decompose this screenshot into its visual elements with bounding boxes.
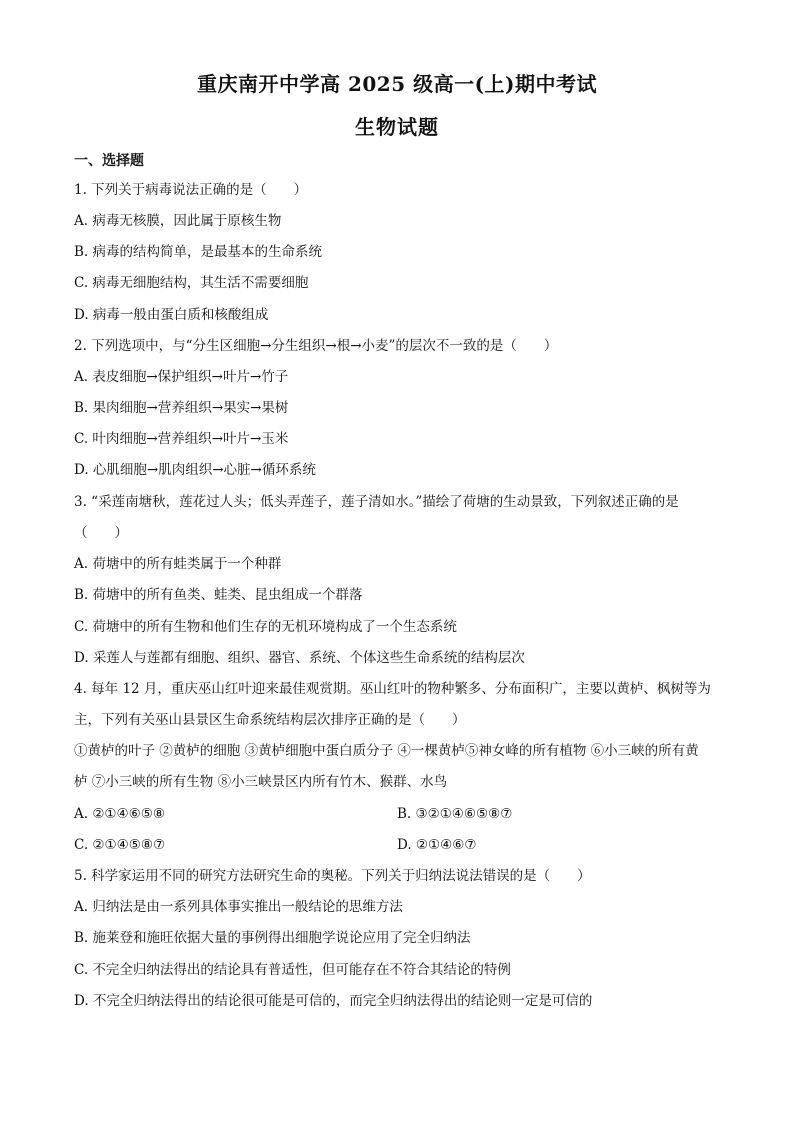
question-5-option-c: C. 不完全归纳法得出的结论具有普适性，但可能存在不符合其结论的特例 <box>74 962 511 978</box>
question-2-option-c: C. 叶肉细胞→营养组织→叶片→玉米 <box>74 431 289 447</box>
question-5-stem: 5. 科学家运用不同的研究方法研究生命的奥秘。下列关于归纳法说法错误的是（ ） <box>74 868 591 884</box>
question-4-items: ①黄栌的叶子 ②黄栌的细胞 ③黄栌细胞中蛋白质分子 ④一棵黄栌⑤神女峰的所有植物 ⑥小三峡的所有黄 <box>74 743 699 759</box>
section-heading: 一、选择题 <box>74 153 144 169</box>
question-2-stem: 2. 下列选项中，与“分生区细胞→分生组织→根→小麦”的层次不一致的是（ ） <box>74 338 558 354</box>
question-1-option-c: C. 病毒无细胞结构，其生活不需要细胞 <box>74 275 309 291</box>
question-3-option-b: B. 荷塘中的所有鱼类、蛙类、昆虫组成一个群落 <box>74 587 363 603</box>
question-3-option-c: C. 荷塘中的所有生物和他们生存的无机环境构成了一个生态系统 <box>74 619 457 635</box>
question-4-stem: 4. 每年 12 月，重庆巫山红叶迎来最佳观赏期。巫山红叶的物种繁多、分布面积广，主要以黄栌、枫树等为 <box>74 681 711 697</box>
question-4-items-continued: 栌 ⑦小三峡的所有生物 ⑧小三峡景区内所有竹木、猴群、水鸟 <box>74 774 448 790</box>
question-5-option-d: D. 不完全归纳法得出的结论很可能是可信的，而完全归纳法得出的结论则一定是可信的 <box>74 993 593 1009</box>
question-3-option-a: A. 荷塘中的所有蛙类属于一个种群 <box>74 556 282 572</box>
question-4-option-c: C. ②①④⑤⑧⑦ <box>74 837 166 853</box>
question-5-option-a: A. 归纳法是由一系列具体事实推出一般结论的思维方法 <box>74 899 403 915</box>
question-3-stem-continued: （ ） <box>74 525 128 541</box>
question-4-stem-continued: 主，下列有关巫山县景区生命系统结构层次排序正确的是（ ） <box>74 712 466 728</box>
page-subtitle: 生物试题 <box>355 115 439 139</box>
question-1-stem: 1. 下列关于病毒说法正确的是（ ） <box>74 182 308 198</box>
question-1-option-b: B. 病毒的结构简单，是最基本的生命系统 <box>74 244 323 260</box>
question-3-option-d: D. 采莲人与莲都有细胞、组织、器官、系统、个体这些生命系统的结构层次 <box>74 650 525 666</box>
question-4-option-b: B. ③②①④⑥⑤⑧⑦ <box>397 806 513 822</box>
question-1-option-d: D. 病毒一般由蛋白质和核酸组成 <box>74 307 269 323</box>
question-5-option-b: B. 施莱登和施旺依据大量的事例得出细胞学说论应用了完全归纳法 <box>74 930 471 946</box>
question-1-option-a: A. 病毒无核膜，因此属于原核生物 <box>74 213 282 229</box>
question-4-option-a: A. ②①④⑥⑤⑧ <box>74 806 165 822</box>
question-2-option-b: B. 果肉细胞→营养组织→果实→果树 <box>74 400 289 416</box>
question-2-option-a: A. 表皮细胞→保护组织→叶片→竹子 <box>74 369 289 385</box>
question-2-option-d: D. 心肌细胞→肌肉组织→心脏→循环系统 <box>74 462 316 478</box>
question-4-option-d: D. ②①④⑥⑦ <box>397 837 477 853</box>
page-title: 重庆南开中学高 2025 级高一(上)期中考试 <box>196 72 597 96</box>
question-3-stem: 3. “采莲南塘秋，莲花过人头；低头弄莲子，莲子清如水。”描绘了荷塘的生动景致，下列叙述正确的是 <box>74 494 679 510</box>
